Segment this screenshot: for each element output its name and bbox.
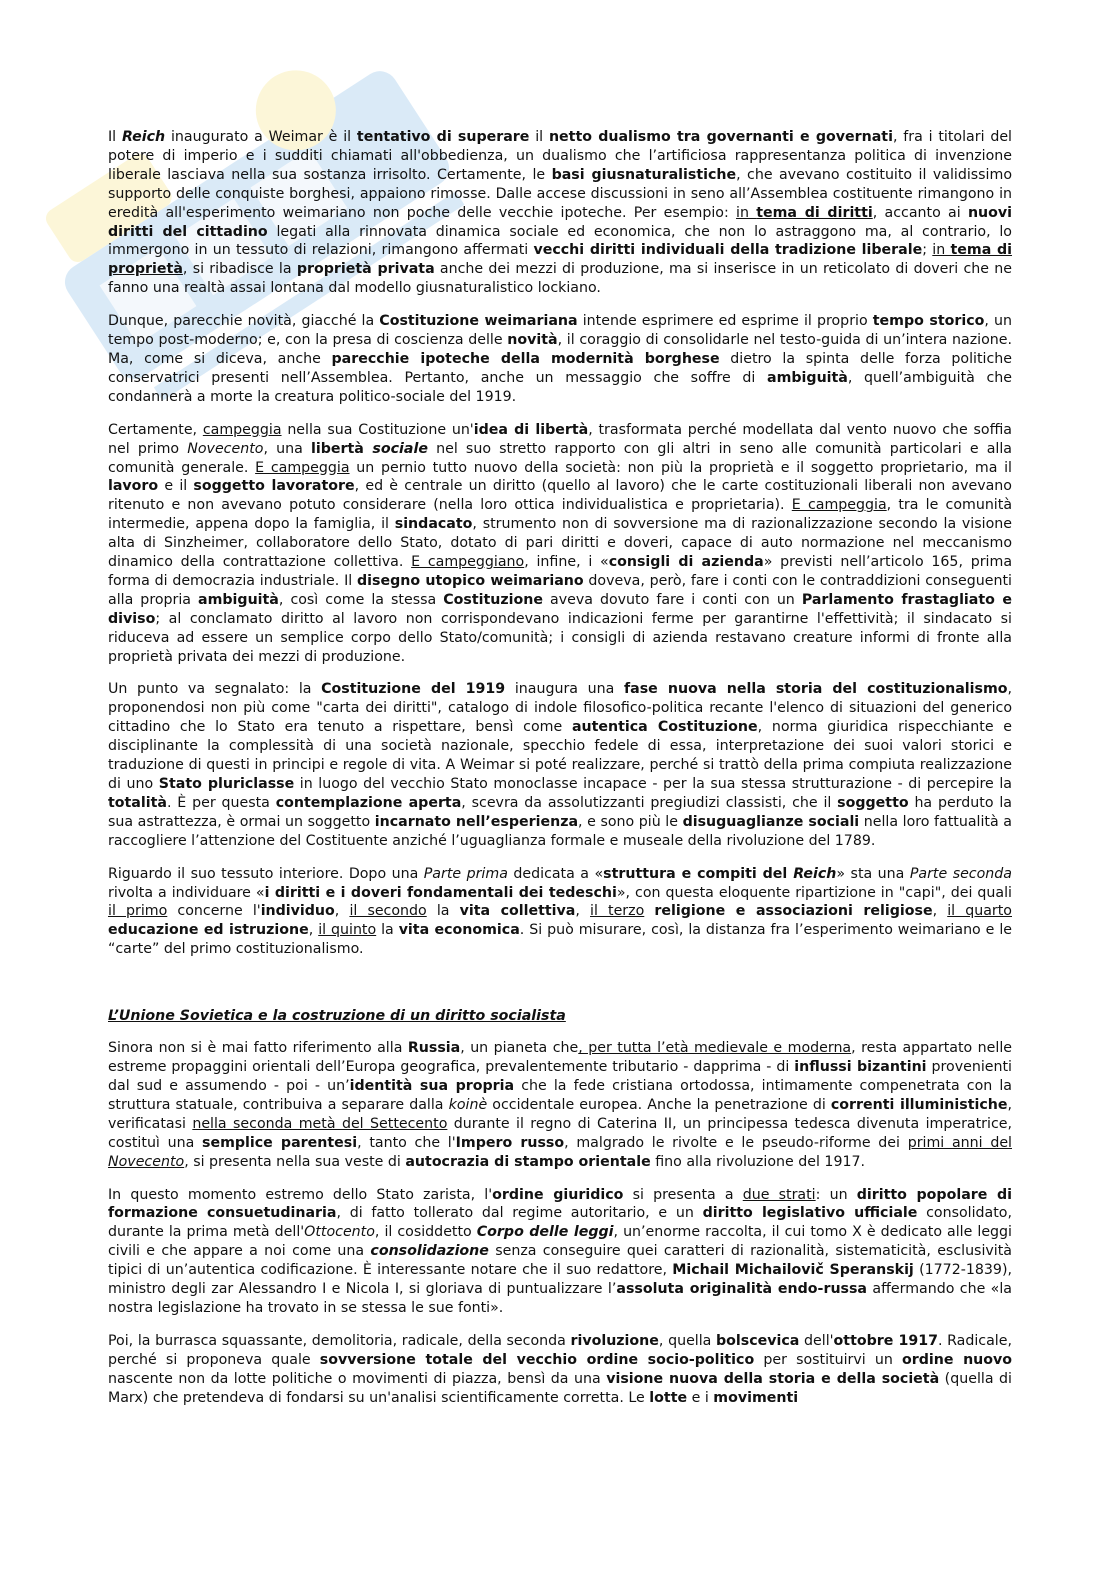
emphasis-span: basi giusnaturalistiche [551,166,737,183]
emphasis-span: correnti illuministiche [830,1096,1008,1113]
emphasis-span: , per tutta l’età medievale e moderna [578,1040,852,1057]
emphasis-span: Costituzione weimariana [379,313,578,330]
emphasis-span: sovversione totale del vecchio ordine socio-politico [319,1351,755,1368]
emphasis-span: tentativo di superare [356,129,530,145]
emphasis-span: Costituzione del 1919 [321,681,506,698]
emphasis-span: Reich [121,129,166,145]
emphasis-span: E campeggiano [411,554,525,571]
emphasis-span: primi anni del [907,1134,1012,1151]
emphasis-span: tema di diritti [756,204,873,221]
emphasis-span: in [932,242,951,259]
paragraph-weimar-tessuto: Riguardo il suo tessuto interiore. Dopo una Parte prima dedicata a «struttura e compiti del Reich» sta una Parte seconda rivolta a individuare «i diritti e i doveri fondamentali dei tedeschi», con questa eloquente ripartizione in "capi", dei quali il primo concerne l'individuo, il secondo la vita collettiva, il terzo religione e associazioni religiose, il quarto educazione ed istruzione, il quinto la vita economica. Si può misurare, così, la distanza fra l’esperimento weimariano e le “carte” del primo costituzionalismo. [108,865,1012,958]
emphasis-span: netto dualismo tra governanti e governati [548,129,893,145]
emphasis-span: i diritti e i doveri fondamentali dei tedeschi [264,884,617,901]
emphasis-span: soggetto [837,794,909,811]
emphasis-span: disuguaglianze sociali [682,813,860,830]
emphasis-span: disegno utopico weimariano [357,572,584,589]
emphasis-span: proprietà privata [296,261,435,278]
emphasis-span: lotte [649,1389,688,1406]
emphasis-span: bolscevica [716,1332,800,1349]
emphasis-span: parecchie ipoteche della modernità borghese [331,350,720,367]
paragraph-rivoluzione: Poi, la burrasca squassante, demolitoria, radicale, della seconda rivoluzione, quella bolscevica dell'ottobre 1917. Radicale, perché si proponeva quale sovversione totale del vecchio ordine socio-politico per sostituirvi un ordine nuovo nascente non da lotte politiche o movimenti di piazza, bensì da una visione nuova della storia e della società (quella di Marx) che pretendeva di fondarsi su un'analisi scientificamente corretta. Le lotte e i movimenti [108,1332,1013,1406]
emphasis-span: Parlamento frastagliato e diviso [108,591,1012,627]
emphasis-span: Russia [407,1040,461,1057]
emphasis-span: vita economica [398,922,520,939]
paragraph-russia: Sinora non si è mai fatto riferimento alla Russia, un pianeta che, per tutta l’età medievale e moderna, resta appartato nelle estreme propaggini orientali dell’Europa geografica, prevalentemente tributario - dapprima - di influssi bizantini provenienti dal sud e assumendo - poi - un’identità sua propria che la fede cristiana ortodossa, intimamente compenetrata con la struttura statuale, contribuiva a separare dalla koinè occidentale europea. Anche la penetrazione di correnti illuministiche, verificatasi nella seconda metà del Settecento durante il regno di Caterina II, un principessa tedesca divenuta imperatrice, costituì una semplice parentesi, tanto che l'Impero russo, malgrado le rivolte e le pseudo-riforme dei primi anni del Novecento, si presenta nella sua veste di autocrazia di stampo orientale fino alla rivoluzione del 1917. [108,1040,1013,1170]
emphasis-span: consolidazione [370,1243,489,1260]
document-page [108,128,1012,1421]
emphasis-span: sociale [372,440,428,457]
emphasis-span: contemplazione aperta [275,794,462,811]
emphasis-span: Novecento [108,1153,185,1170]
emphasis-span: koinè [448,1096,488,1113]
emphasis-span: nella seconda metà del Settecento [192,1115,448,1132]
emphasis-span: educazione ed istruzione [108,922,309,939]
emphasis-span: Ottocento [304,1224,375,1241]
paragraph-weimar-campeggia: Certamente, campeggia nella sua Costituzione un'idea di libertà, trasformata perché modellata dal vento nuovo che soffia nel primo Novecento, una libertà sociale nel suo stretto rapporto con gli altri in seno alle comunità particolari e alla comunità generale. E campeggia un pernio tutto nuovo della società: non più la proprietà e il soggetto proprietario, ma il lavoro e il soggetto lavoratore, ed è centrale un diritto (quello al lavoro) che le carte costituzionali liberali non avevano ritenuto e non avevano potuto considerare (nella loro ottica individualistica e proprietaria). E campeggia, tra le comunità intermedie, appena dopo la famiglia, il sindacato, strumento non di sovversione ma di razionalizzazione secondo la visione alta di Sinzheimer, collaboratore dello Stato, dotato di pari diritti e doveri, capace di auto normazione nel meccanismo dinamico della contrattazione collettiva. E campeggiano, infine, i «consigli di azienda» previsti nell’articolo 165, prima forma di democrazia industriale. Il disegno utopico weimariano doveva, però, fare i conti con le contraddizioni conseguenti alla propria ambiguità, così come la stessa Costituzione aveva dovuto fare i conti con un Parlamento frastagliato e diviso; al conclamato diritto al lavoro non corrispondevano indicazioni ferme per garantirne l'effettività; il sindacato si riduceva ad essere un semplice corpo dello Stato/comunità; i consigli di azienda restavano creature informi di fronte alla proprietà privata dei mezzi di produzione. [108,421,1013,665]
paragraph-weimar-reich: Il Reich inaugurato a Weimar è il tentativo di superare il netto dualismo tra governanti e governati, fra i titolari del potere di imperio e i sudditi chiamati all'obbedienza, un dualismo che l’artificiosa rappresentanza politica di invenzione liberale lasciava nella sua sostanza irrisolto. Certamente, le basi giusnaturalistiche, che avevano costituito il validissimo supporto delle conquiste borghesi, appaiono rimosse. Dalle accese discussioni in seno all’Assemblea costituente rimangono in eredità all'esperimento weimariano non poche delle vecchie ipoteche. Per esempio: in tema di diritti, accanto ai nuovi diritti del cittadino legati alla rinnovata dinamica sociale ed economica, che non lo astraggono ma, al contrario, lo immergono in un tessuto di relazioni, rimangono affermati vecchi diritti individuali della tradizione liberale; in tema di proprietà, si ribadisce la proprietà privata anche dei mezzi di produzione, ma si inserisce in un reticolato di doveri che ne fanno una realtà assai lontana dal modello giusnaturalistico lockiano. [108,129,1013,297]
emphasis-span: nuovi diritti del cittadino [108,204,1012,240]
emphasis-span: visione nuova della storia e della società [606,1370,940,1387]
emphasis-span: Corpo delle leggi [476,1224,614,1241]
emphasis-span: il primo [108,903,168,920]
paragraph-stato-zarista: In questo momento estremo dello Stato zarista, l'ordine giuridico si presenta a due strati: un diritto popolare di formazione consuetudinaria, di fatto tollerato dal regime autoritario, e un diritto legislativo ufficiale consolidato, durante la prima metà dell'Ottocento, il cosiddetto Corpo delle leggi, un’enorme raccolta, il cui tomo X è dedicato alle leggi civili e che appare a noi come una consolidazione senza conseguire quei caratteri di razionalità, sistematicità, esclusività tipici di un’autentica codificazione. È interessante notare che il suo redattore, Michail Michailovič Speranskij (1772-1839), ministro degli zar Alessandro I e Nicola I, si gloriava di puntualizzare l’assoluta originalità endo-russa affermando che «la nostra legislazione ha trovato in se stessa le sue fonti». [108,1186,1013,1316]
emphasis-span: lavoro [108,478,159,495]
emphasis-span: il terzo [590,903,645,920]
emphasis-span: semplice parentesi [202,1134,358,1151]
emphasis-span: E campeggia [255,459,350,476]
emphasis-span: Impero russo [455,1134,565,1151]
emphasis-span: campeggia [202,421,282,438]
emphasis-span: Stato pluriclasse [158,776,295,792]
emphasis-span: ordine giuridico [492,1186,624,1203]
emphasis-span: idea di libertà [473,421,589,438]
paragraph-weimar-novita: Dunque, parecchie novità, giacché la Costituzione weimariana intende esprimere ed esprime il proprio tempo storico, un tempo post-moderno; e, con la presa di coscienza delle novità, il coraggio di consolidarle nel testo-guida di un’intera nazione. Ma, come si diceva, anche parecchie ipoteche della modernità borghese dietro la spinta delle forza politiche conservatrici presenti nell’Assemblea. Pertanto, anche un messaggio che soffre di ambiguità, quell’ambiguità che condannerà a morte la creatura politico-sociale del 1919. [108,313,1012,405]
emphasis-span: in [736,204,757,221]
emphasis-span: vita collettiva [459,903,576,920]
emphasis-span: incarnato nell’esperienza [374,813,579,830]
emphasis-span: fase nuova nella storia del costituzionalismo [623,681,1008,698]
emphasis-span: il quinto [318,922,377,939]
paragraph-weimar-costituzione-1919: Un punto va segnalato: la Costituzione del 1919 inaugura una fase nuova nella storia del costituzionalismo, proponendosi non più come "carta dei diritti", catalogo di indole filosofico-politica recante l'elenco di situazioni del generico cittadino che lo Stato era tenuto a rispettare, bensì come autentica Costituzione, norma giuridica rispecchiante e disciplinante la complessità di una società nazionale, specchio fedele di essa, interpretazione dei suoi valori storici e traduzione di questi in principi e regole di vita. A Weimar si poté realizzare, perché si trattò della prima compiuta realizzazione di uno Stato pluriclasse in luogo del vecchio Stato monoclasse incapace - per la sua stessa strutturazione - di percepire la totalità. È per questa contemplazione aperta, scevra da assolutizzanti pregiudizi classisti, che il soggetto ha perduto la sua astrattezza, è ormai un soggetto incarnato nell’esperienza, e sono più le disuguaglianze sociali nella loro fattualità a raccogliere l’attenzione del Costituente anziché l’uguaglianza formale e museale della rivoluzione del 1789. [108,681,1013,849]
emphasis-span: ordine nuovo [902,1351,1013,1368]
emphasis-span: ambiguità [198,591,279,608]
emphasis-span: il quarto [947,903,1012,920]
emphasis-span: Novecento [187,440,264,457]
emphasis-span: diritto popolare di formazione consuetudinaria [108,1186,1012,1222]
emphasis-span: consigli di azienda [608,554,764,571]
emphasis-span: libertà [310,440,373,457]
emphasis-span: Costituzione [443,591,543,608]
emphasis-span: Parte prima [423,865,508,882]
emphasis-span: totalità [108,794,167,811]
emphasis-span: rivoluzione [570,1332,659,1349]
section-title: L’Unione Sovietica e la costruzione di un diritto socialista [108,1008,566,1025]
emphasis-span: Parte seconda [909,865,1012,882]
emphasis-span: novità [507,332,558,349]
emphasis-span: identità sua propria [349,1077,515,1094]
emphasis-span: ambiguità [767,369,848,386]
emphasis-span: vecchi diritti individuali della tradizione liberale [533,242,923,259]
emphasis-span: assoluta originalità endo-russa [616,1281,868,1298]
emphasis-span: ottobre 1917 [833,1332,938,1349]
emphasis-span: sindacato [394,516,473,533]
emphasis-span: E campeggia [791,497,887,514]
emphasis-span: Michail Michailovič Speranskij [672,1262,914,1279]
emphasis-span: autentica Costituzione [571,719,758,736]
emphasis-span: struttura e compiti del [603,865,794,882]
emphasis-span: religione e associazioni religiose [654,903,933,920]
emphasis-span: tema di proprietà [108,242,1013,278]
emphasis-span: influssi bizantini [794,1059,927,1076]
emphasis-span: il secondo [349,903,427,920]
emphasis-span: Reich [793,865,837,882]
emphasis-span: tempo storico [872,313,985,330]
emphasis-span: individuo [260,903,335,920]
emphasis-span: autocrazia di stampo orientale [405,1153,651,1170]
emphasis-span: soggetto lavoratore [193,478,355,495]
emphasis-span: movimenti [713,1389,799,1406]
emphasis-span: diritto legislativo ufficiale [702,1205,918,1222]
emphasis-span: due strati [742,1186,816,1203]
